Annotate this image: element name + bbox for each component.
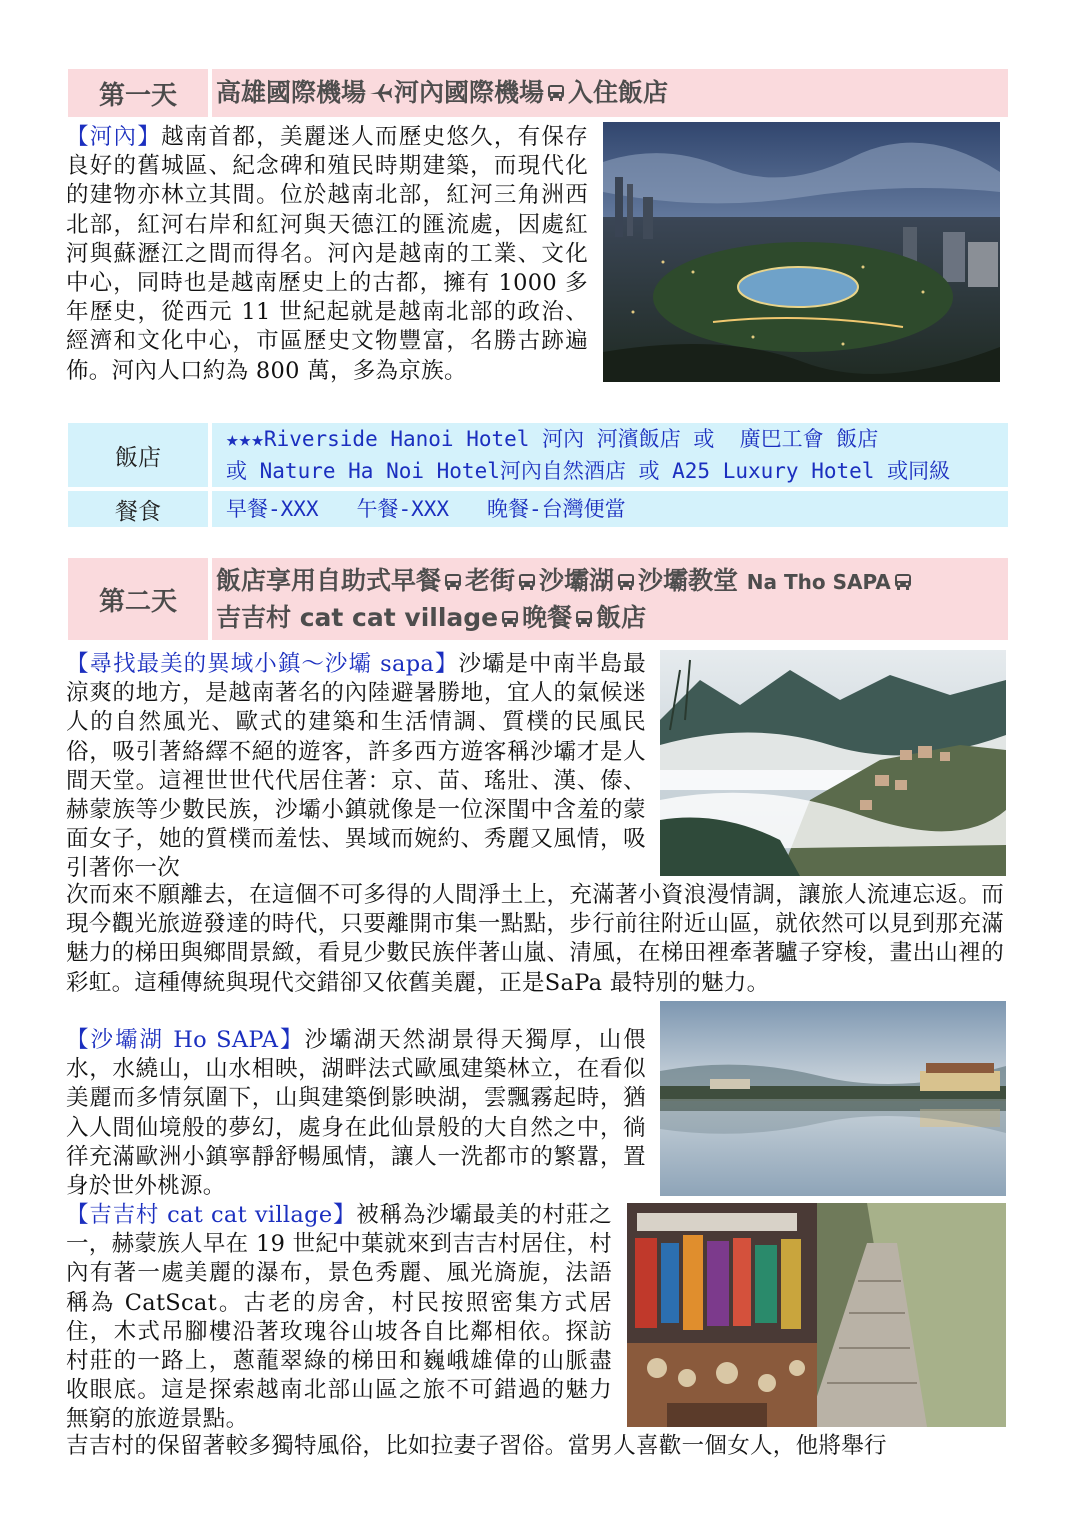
route-stop: 老街 bbox=[465, 565, 516, 595]
catcat-intro-cont: 吉吉村的保留著較多獨特風俗，比如拉妻子習俗。當男人喜歡一個女人，他將舉行 bbox=[66, 1433, 887, 1459]
hanoi-intro bbox=[66, 123, 588, 386]
route-stop: 吉吉村 cat cat village bbox=[216, 602, 499, 632]
hanoi-keyword: 【河內】 bbox=[66, 124, 162, 150]
bus-icon bbox=[894, 573, 912, 591]
catcat-intro bbox=[66, 1201, 612, 1435]
route-stop: 入住飯店 bbox=[568, 78, 669, 107]
catcat-keyword: 【吉吉村 cat cat village】 bbox=[66, 1202, 357, 1228]
sapa-keyword: 【尋找最美的異域小鎮～沙壩 sapa】 bbox=[66, 651, 459, 677]
day1-header bbox=[68, 69, 1008, 117]
day2-label: 第二天 bbox=[68, 558, 212, 640]
lake-text: 沙壩湖天然湖景得天獨厚，山偎水，水繞山，山水相映，湖畔法式歐風建築林立，在看似美麗而多情氛圍下，山與建築倒影映湖，雲飄霧起時，猶入人間仙境般的夢幻，處身在此仙景般的大自然之中，徜徉充滿歐洲小鎮寧靜舒暢風情，讓人一洗都市的繁囂，置身於世外桃源。 bbox=[66, 1027, 647, 1200]
route-stop: 飯店享用自助式早餐 bbox=[216, 565, 442, 595]
hotel-line1: ★★★Riverside Hanoi Hotel 河內 河濱飯店 或 廣巴工會 飯店 bbox=[226, 427, 879, 451]
bus-icon bbox=[444, 573, 462, 591]
route-stop: 高雄國際機場 bbox=[216, 78, 367, 107]
hanoi-photo bbox=[603, 122, 1000, 382]
hotel-meal-table bbox=[68, 423, 1008, 527]
bus-icon bbox=[575, 610, 593, 628]
day2-route-line1 bbox=[216, 563, 1002, 600]
meal-value: 早餐-XXX 午餐-XXX 晚餐-台灣便當 bbox=[226, 497, 626, 521]
hotel-row bbox=[68, 423, 1008, 487]
day2-header bbox=[68, 558, 1008, 640]
sapa-photo bbox=[660, 650, 1006, 876]
bus-icon bbox=[617, 573, 635, 591]
route-stop: Na Tho SAPA bbox=[746, 569, 891, 594]
bus-icon bbox=[518, 573, 536, 591]
day2-route bbox=[216, 558, 1002, 640]
day1-route bbox=[216, 69, 1002, 117]
hotel-value bbox=[226, 423, 1004, 487]
lake-keyword: 【沙壩湖 Ho SAPA】 bbox=[66, 1027, 305, 1053]
hanoi-text: 越南首都，美麗迷人而歷史悠久，有保存良好的舊城區、紀念碑和殖民時期建築，而現代化的建物亦林立其間。位於越南北部，紅河三角洲西北部，紅河右岸和紅河與天德江的匯流處，因處紅河與蘇瀝江之間而得名。河內是越南的工業、文化中心，同時也是越南歷史上的古都，擁有 1000 多年歷史，從西元 11 世紀起就是越南北部的政治、經濟和文化中心，市區歷史文物豐富，名勝古跡遍佈。河內人口約為 800 萬，多為京族。 bbox=[66, 124, 589, 384]
route-stop: 晚餐 bbox=[522, 602, 573, 632]
catcat-photo bbox=[627, 1203, 1006, 1427]
route-stop: 飯店 bbox=[596, 602, 647, 632]
bus-icon bbox=[501, 610, 519, 628]
bus-icon bbox=[547, 84, 565, 102]
lake-photo bbox=[660, 1001, 1006, 1196]
route-stop: 河內國際機場 bbox=[394, 78, 545, 107]
airplane-icon bbox=[368, 82, 392, 104]
sapa-text: 沙壩是中南半島最涼爽的地方，是越南著名的內陸避暑勝地，宜人的氣候迷人的自然風光、歐式的建築和生活情調、質樸的民風民俗，吸引著絡繹不絕的遊客，許多西方遊客稱沙壩才是人間天堂。這裡世世代代居住著：京、苗、瑤壯、漢、傣、赫蒙族等少數民族，沙壩小鎮就像是一位深閨中含羞的蒙面女子，她的質樸而羞怯、異域而婉約、秀麗又風情，吸引著你一次 bbox=[66, 651, 646, 882]
lake-intro bbox=[66, 1026, 646, 1201]
meal-label: 餐食 bbox=[68, 491, 212, 527]
meal-row bbox=[68, 491, 1008, 527]
catcat-text: 被稱為沙壩最美的村莊之一，赫蒙族人早在 19 世紀中葉就來到吉吉村居住，村內有著一處美麗的瀑布，景色秀麗、風光旖旎，法語稱為 CatScat。古老的房舍，村民按照密集方式居住，木式吊腳樓沿著玫瑰谷山坡各自比鄰相依。探訪村莊的一路上，蔥蘢翠綠的梯田和巍峨雄偉的山脈盡收眼底。這是探索越南北部山區之旅不可錯過的魅力無窮的旅遊景點。 bbox=[66, 1202, 612, 1433]
day2-route-line2 bbox=[216, 600, 1002, 636]
sapa-intro bbox=[66, 650, 646, 884]
route-stop: 沙壩湖 bbox=[539, 565, 615, 595]
day1-label: 第一天 bbox=[68, 69, 212, 117]
route-stop: 沙壩教堂 bbox=[638, 565, 739, 595]
hotel-label: 飯店 bbox=[68, 423, 212, 487]
sapa-intro-cont: 次而來不願離去，在這個不可多得的人間淨土上，充滿著小資浪漫情調，讓旅人流連忘返。而現今觀光旅遊發達的時代，只要離開市集一點點，步行前往附近山區，就依然可以見到那充滿魅力的梯田與鄉間景緻，看見少數民族伴著山嵐、清風，在梯田裡牽著驢子穿梭，畫出山裡的彩虹。這種傳統與現代交錯卻又依舊美麗，正是SaPa 最特別的魅力。 bbox=[66, 882, 1004, 996]
hotel-line2: 或 Nature Ha Noi Hotel河內自然酒店 或 A25 Luxury Hotel 或同級 bbox=[226, 459, 951, 483]
